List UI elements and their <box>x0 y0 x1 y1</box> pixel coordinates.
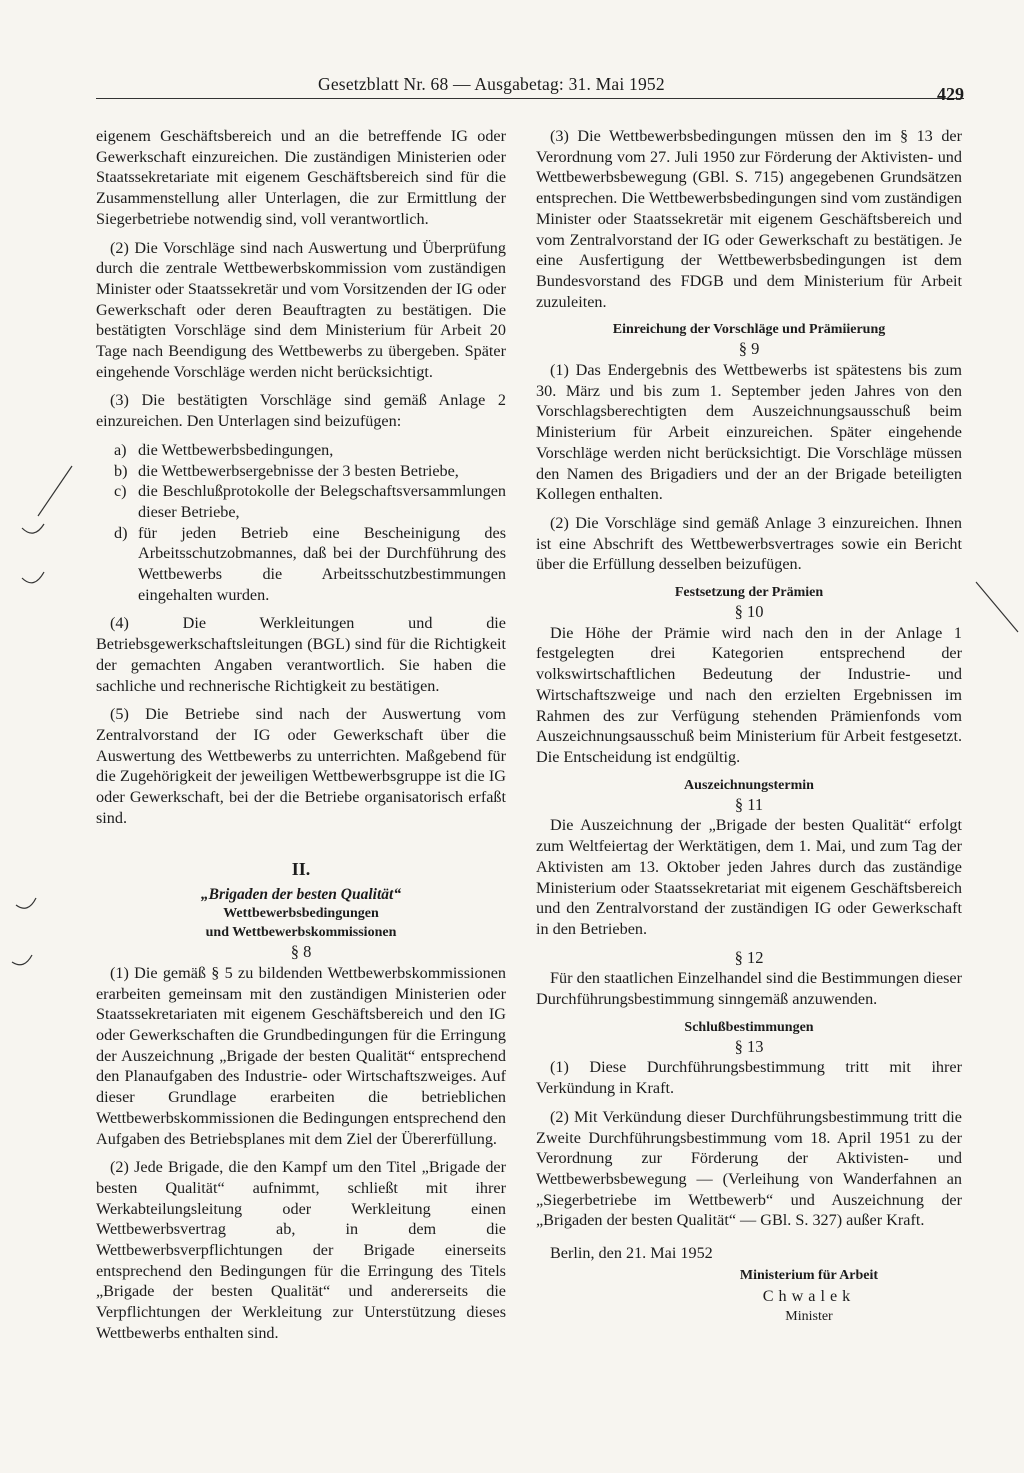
paragraph-number: § 13 <box>734 1036 764 1056</box>
paragraph: (2) Die Vorschläge sind nach Auswertung und Überprüfung durch die zentrale Wettbewerbskommission vom zuständigen Minister oder Staatssekretär und vom Vorsitzenden der IG oder Gewerkschaft oder deren Beauftragten zu bestätigen. Die bestätigten Vorschläge sind dem Ministerium für Arbeit 20 Tage nach Beendigung des Wettbewerbs zu übergeben. Später eingehende Vorschläge werden nicht berücksichtigt. <box>96 238 506 381</box>
paragraph-number: § 8 <box>290 942 312 962</box>
list-item-text: die Wettbewerbsergebnisse der 3 besten Betriebe, <box>138 461 459 480</box>
paragraph: (2) Mit Verkündung dieser Durchführungsbestimmung tritt die Zweite Durchführungsbestimmung vom 18. April 1951 zu der Verordnung zur Förderung der Aktivisten- und Wettbewerbsbewegung — (Verleihung von Wanderfahnen an „Siegerbetriebe im Wettbewerb“ und Auszeichnung der „Brigaden der besten Qualität“ — GBl. S. 327) außer Kraft. <box>536 1107 962 1230</box>
paragraph: Die Auszeichnung der „Brigade der besten Qualität“ erfolgt zum Weltfeiertag der Werktätigen, dem 1. Mai, und zum Tag der Aktivisten am 13. Oktober jeden Jahres durch das zuständige Ministerium oder Staatssekretariat mit eigenem Geschäftsbereich und den Zentralvorstand der zuständigen IG oder Gewerkschaft in den Betrieben. <box>536 816 962 938</box>
pencil-tick-icon <box>16 898 36 908</box>
list-item <box>104 481 506 522</box>
signature-title: Minister <box>785 1309 833 1325</box>
section-subtitle: Wettbewerbsbedingungen <box>223 906 379 922</box>
signature-name: Chwalek <box>762 1287 856 1306</box>
pencil-stroke-icon <box>976 582 1018 632</box>
paragraph: eigenem Geschäftsbereich und an die betreffende IG oder Gewerkschaft einzureichen. Die zuständigen Ministerien oder Staatssekretariate mit eigenem Geschäftsbereich sind für die Zusammenstellung aller Unterlagen, die zur Ermittlung der Siegerbetriebe notwendig sind, voll verantwortlich. <box>96 127 506 228</box>
list-marker: c) <box>114 482 127 501</box>
section-heading: Schlußbestimmungen <box>684 1019 814 1035</box>
section-heading: Auszeichnungstermin <box>684 777 814 793</box>
paragraph: (5) Die Betriebe sind nach der Auswertung vom Zentralvorstand der IG oder Gewerkschaft über die Auswertung des Wettbewerbs zu unterrichten. Maßgebend für die Zugehörigkeit der jeweiligen Wettbewerbsgruppe ist die IG oder Gewerkschaft, bei der die Betriebe organisatorisch erfaßt sind. <box>96 705 506 827</box>
attachment-list <box>96 440 506 606</box>
pencil-tick-icon <box>22 524 44 533</box>
paragraph: (3) Die bestätigten Vorschläge sind gemäß Anlage 2 einzureichen. Den Unterlagen sind beizufügen: <box>96 391 506 431</box>
pencil-stroke-icon <box>38 466 72 516</box>
section-title: „Brigaden der besten Qualität“ <box>200 886 402 904</box>
paragraph: (3) Die Wettbewerbsbedingungen müssen den im § 13 der Verordnung vom 27. Juli 1950 zur Förderung der Aktivisten- und Wettbewerbsbewegung (GBl. S. 715) angegebenen Grundsätzen entsprechen. Die Wettbewerbsbedingungen sind vom zuständigen Minister oder Staatssekretär mit eigenem Geschäftsbereich und vom Zentralvorstand der IG oder Gewerkschaft zu bestätigen. Je eine Ausfertigung der Wettbewerbsbedingungen ist dem Bundesvorstand des FDGB und dem Ministerium für Arbeit zuzuleiten. <box>536 127 962 311</box>
list-item <box>104 440 506 461</box>
paragraph: (2) Jede Brigade, die den Kampf um den Titel „Brigade der besten Qualität“ aufnimmt, schließt mit ihrer Werkabteilungsleitung oder Werkleitung einen Wettbewerbsvertrag ab, in dem die Wettbewerbsverpflichtungen der Brigade einerseits entsprechend den Bedingungen für die Erringung des Titels „Brigade der besten Qualität“ und andererseits die Verpflichtungen der Werkleitung zur Unterstützung dieses Wettbewerbs enthalten sind. <box>96 1158 506 1342</box>
list-marker: a) <box>114 440 127 459</box>
paragraph-number: § 9 <box>738 339 760 359</box>
paragraph-number: § 10 <box>734 602 764 622</box>
paragraph: (1) Das Endergebnis des Wettbewerbs ist spätestens bis zum 30. März und bis zum 1. September jeden Jahres von den Vorschlagsberechtigten dem Auszeichnungsausschuß beim Ministerium für Arbeit einzureichen. Später eingehende Vorschläge werden nicht berücksichtigt. Die Vorschläge müssen den Namen des Brigadiers und der an der Brigade beteiligten Kollegen enthalten. <box>536 361 962 504</box>
section-number: II. <box>291 858 311 879</box>
paragraph: (2) Die Vorschläge sind gemäß Anlage 3 einzureichen. Ihnen ist eine Abschrift des Wettbewerbsvertrages sowie ein Bericht über die Erfüllung desselben beizufügen. <box>536 513 962 574</box>
list-item-text: die Wettbewerbsbedingungen, <box>138 440 334 459</box>
section-subtitle: und Wettbewerbskommissionen <box>205 925 397 941</box>
paragraph: Für den staatlichen Einzelhandel sind die Bestimmungen dieser Durchführungsbestimmung sinngemäß anzuwenden. <box>536 969 962 1009</box>
list-item-text: die Beschlußprotokolle der Belegschaftsversammlungen dieser Betriebe, <box>138 482 506 521</box>
page-number: 429 <box>937 84 964 104</box>
section-heading: Einreichung der Vorschläge und Prämiierung <box>612 322 886 338</box>
list-item-text: für jeden Betrieb eine Bescheinigung des Arbeitsschutzobmannes, daß bei der Durchführung des Wettbewerbs die Arbeitsschutzbestimmungen eingehalten wurden. <box>138 523 506 604</box>
right-column <box>536 126 962 1328</box>
page-header <box>96 72 964 104</box>
paragraph-number: § 11 <box>734 794 764 814</box>
pencil-tick-icon <box>12 955 32 965</box>
pencil-tick-icon <box>22 572 44 583</box>
paragraph: (4) Die Werkleitungen und die Betriebsgewerkschaftsleitungen (BGL) sind für die Richtigkeit der gemachten Angaben verantwortlich. Sie haben die sachliche und rechnerische Richtigkeit zu bestätigen. <box>96 614 506 695</box>
list-item <box>104 461 506 482</box>
list-marker: b) <box>114 461 128 480</box>
paragraph: Die Höhe der Prämie wird nach den in der Anlage 1 festgelegten drei Kategorien entsprechend der volkswirtschaftlichen Bedeutung der Industrie- und Wirtschaftszweige und nach den erzielten Ergebnissen im Rahmen des zur Verfügung stehenden Prämienfonds vom Auszeichnungsausschuß beim Ministerium für Arbeit festgesetzt. Die Entscheidung ist endgültig. <box>536 623 962 766</box>
paragraph: (1) Diese Durchführungsbestimmung tritt mit ihrer Verkündung in Kraft. <box>536 1058 962 1098</box>
header-title: Gesetzblatt Nr. 68 — Ausgabetag: 31. Mai 1952 <box>318 74 665 94</box>
date-line: Berlin, den 21. Mai 1952 <box>550 1244 713 1263</box>
left-column <box>96 126 506 1352</box>
list-item <box>104 523 506 606</box>
section-heading: Festsetzung der Prämien <box>674 585 824 601</box>
signature-organization: Ministerium für Arbeit <box>739 1267 879 1283</box>
paragraph: (1) Die gemäß § 5 zu bildenden Wettbewerbskommissionen erarbeiten gemeinsam mit den zuständigen Ministerien oder Staatssekretariaten mit eigenem Geschäftsbereich und den IG oder Gewerkschaften die Grundbedingungen für die Erringung der Auszeichnung „Brigade der besten Qualität“ entsprechend den Planaufgaben des Industrie- oder Wirtschaftszweiges. Auf dieser Grundlage erarbeiten die betrieblichen Wettbewerbskommissionen die Bedingungen entsprechend den Aufgaben des Betriebsplanes mit dem Ziel der Übererfüllung. <box>96 963 506 1148</box>
list-marker: d) <box>114 523 128 542</box>
paragraph-number: § 12 <box>734 947 764 967</box>
